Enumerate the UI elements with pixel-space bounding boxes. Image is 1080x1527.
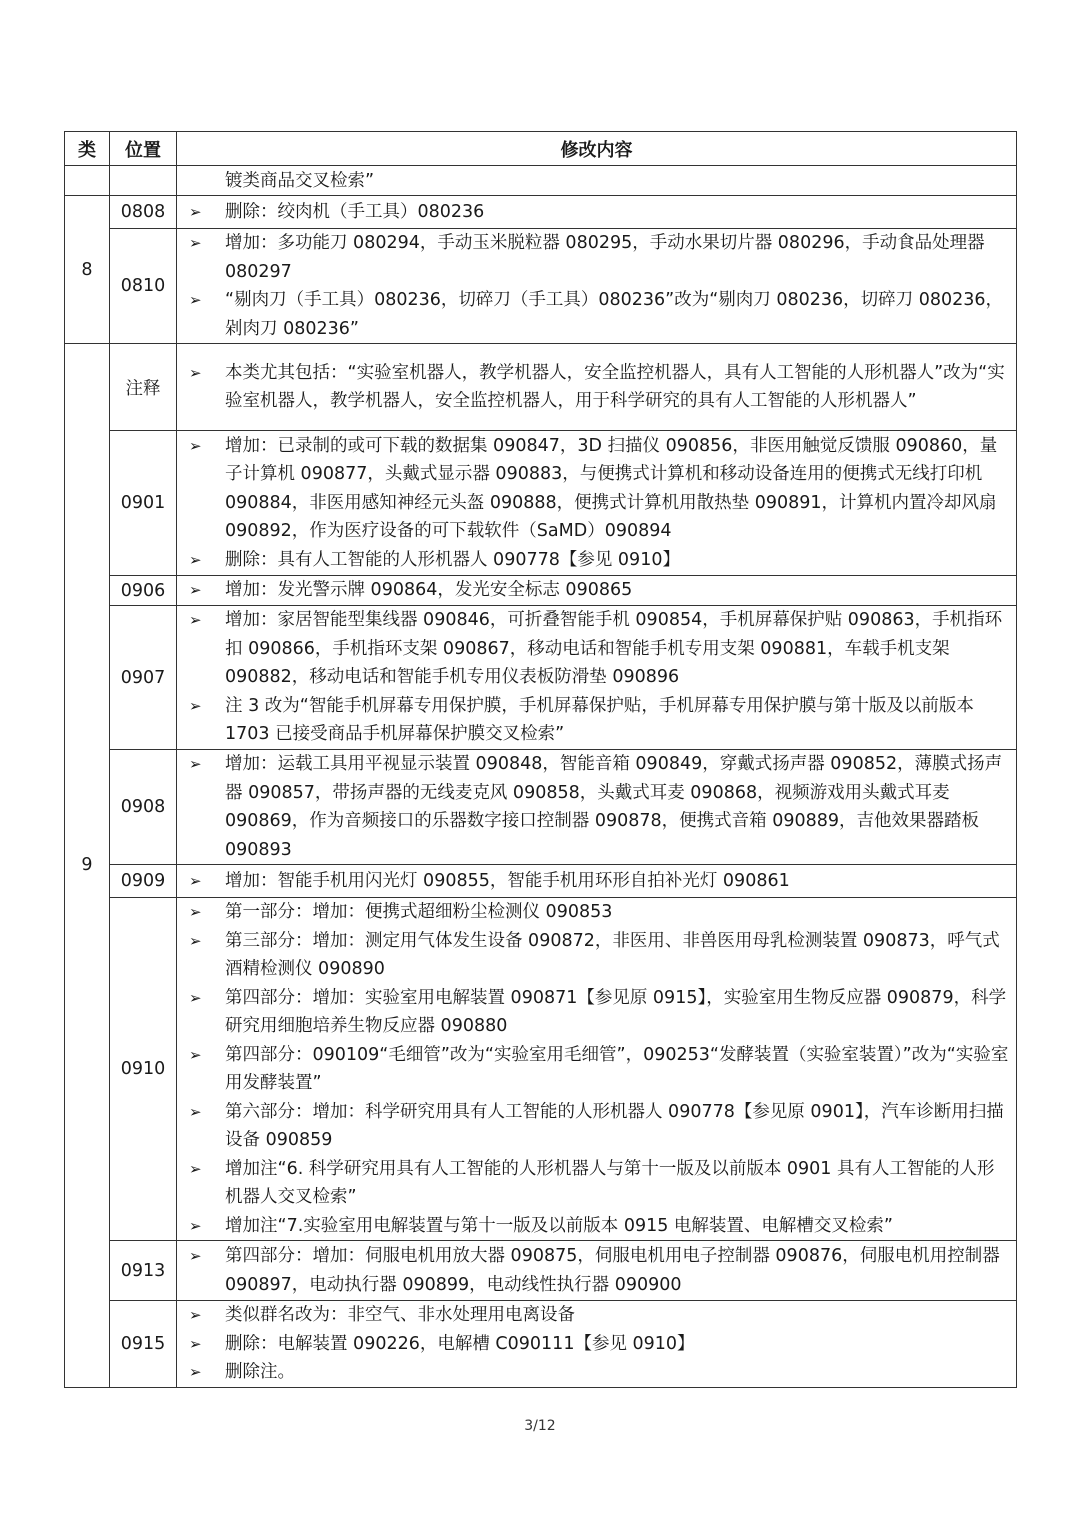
bullet-item	[187, 898, 1010, 927]
bullet-item	[187, 1098, 1010, 1155]
arrow-bullet-icon: ➢	[189, 1334, 202, 1353]
arrow-bullet-icon: ➢	[189, 581, 202, 600]
arrow-bullet-icon: ➢	[189, 1363, 202, 1381]
table-row	[65, 750, 1017, 865]
content-cell	[177, 344, 1017, 431]
arrow-bullet-icon: ➢	[189, 871, 202, 890]
bullet-item	[187, 229, 1010, 286]
content-cell	[177, 898, 1017, 1241]
bullet-text: 增加：家居智能型集线器 090846，可折叠智能手机 090854，手机屏幕保护贴 090863，手机指环扣 090866，手机指环支架 090867，移动电话和智能手机专用支架 090881，车载手机支架 090882，移动电话和智能手机专用仪表板防滑垫 090896	[225, 610, 1003, 688]
position-cell: 注释	[110, 344, 177, 431]
arrow-bullet-icon: ➢	[189, 931, 202, 950]
bullet-text: 注 3 改为“智能手机屏幕专用保护膜，手机屏幕保护贴，手机屏幕专用保护膜与第十版及以前版本 1703 已接受商品手机屏幕保护膜交叉检索”	[225, 695, 974, 745]
arrow-bullet-icon: ➢	[189, 550, 202, 569]
position-cell: 0913	[110, 1241, 177, 1301]
bullet-item	[187, 867, 1010, 896]
position-cell: 0907	[110, 606, 177, 750]
bullet-text: 本类尤其包括：“实验室机器人，教学机器人，安全监控机器人，具有人工智能的人形机器人”改为“实验室机器人，教学机器人，安全监控机器人，用于科学研究的具有人工智能的人形机器人”	[225, 362, 1005, 411]
bullet-item	[187, 546, 1010, 575]
continuation-text: 镀类商品交叉检索”	[225, 170, 375, 191]
bullet-item	[187, 750, 1010, 864]
arrow-bullet-icon: ➢	[189, 611, 202, 630]
arrow-bullet-icon: ➢	[189, 1102, 202, 1121]
bullet-text: 第四部分：增加：实验室用电解装置 090871【参见原 0915】，实验室用生物反应器 090879，科学研究用细胞培养生物反应器 090880	[225, 987, 1007, 1036]
bullet-item	[187, 1330, 1010, 1359]
table-row	[65, 576, 1017, 606]
bullet-text: 增加：已录制的或可下载的数据集 090847，3D 扫描仪 090856，非医用触觉反馈服 090860，量子计算机 090877，头戴式显示器 090883，与便携式计算机和移动设备连用的便携式无线打印机 090884，非医用感知神经元头盔 090888，便携式计算机用散热垫 090891，计算机内置冷却风扇 090892，作为医疗设备的可下载软件（SaMD）090894	[225, 435, 998, 542]
content-cell	[177, 1301, 1017, 1388]
bullet-item	[187, 1041, 1010, 1098]
bullet-item	[187, 1358, 1010, 1387]
bullet-text: 删除注。	[225, 1362, 295, 1382]
arrow-bullet-icon: ➢	[189, 1216, 202, 1235]
bullet-item	[187, 1242, 1010, 1299]
table-row	[65, 344, 1017, 431]
position-cell: 0908	[110, 750, 177, 865]
bullet-text: 第四部分：090109“毛细管”改为“实验室用毛细管”，090253“发酵装置（实验室装置）”改为“实验室用发酵装置”	[225, 1044, 1009, 1093]
arrow-bullet-icon: ➢	[189, 436, 202, 455]
arrow-bullet-icon: ➢	[189, 1045, 202, 1064]
arrow-bullet-icon: ➢	[189, 988, 202, 1007]
header-class: 类	[65, 132, 110, 166]
bullet-item	[187, 606, 1010, 692]
table-row	[65, 898, 1017, 1241]
page-number: 3/12	[524, 1418, 556, 1434]
bullet-text: “剔肉刀（手工具）080236，切碎刀（手工具）080236”改为“剔肉刀 080236，切碎刀 080236，剁肉刀 080236”	[225, 290, 1004, 339]
position-cell: 0901	[110, 431, 177, 576]
arrow-bullet-icon: ➢	[189, 363, 202, 382]
bullet-text: 删除：具有人工智能的人形机器人 090778【参见 0910】	[225, 549, 680, 570]
arrow-bullet-icon: ➢	[189, 1247, 202, 1265]
table-row	[65, 431, 1017, 576]
bullet-text: 增加：运载工具用平视显示装置 090848，智能音箱 090849，穿戴式扬声器 090852，薄膜式扬声器 090857，带扬声器的无线麦克风 090858，头戴式耳麦 090868，视频游戏用头戴式耳麦 090869，作为音频接口的乐器数字接口控制器 090878，便携式音箱 090889，吉他效果器踏板 090893	[225, 754, 1003, 860]
bullet-text: 增加注“6. 科学研究用具有人工智能的人形机器人与第十一版及以前版本 0901 具有人工智能的人形机器人交叉检索”	[225, 1158, 995, 1207]
bullet-text: 第四部分：增加：伺服电机用放大器 090875，伺服电机用电子控制器 090876，伺服电机用控制器 090897，电动执行器 090899，电动线性执行器 090900	[225, 1246, 1000, 1295]
bullet-item	[187, 1212, 1010, 1241]
position-cell: 0909	[110, 865, 177, 898]
arrow-bullet-icon: ➢	[189, 291, 202, 309]
arrow-bullet-icon: ➢	[189, 903, 202, 921]
header-content: 修改内容	[177, 132, 1017, 166]
table-row	[65, 1301, 1017, 1388]
bullet-text: 增加：多功能刀 080294，手动玉米脱粒器 080295，手动水果切片器 080296，手动食品处理器 080297	[225, 233, 985, 282]
position-cell: 0906	[110, 576, 177, 606]
bullet-text: 第三部分：增加：测定用气体发生设备 090872，非医用、非兽医用母乳检测装置 090873，呼气式酒精检测仪 090890	[225, 930, 1000, 979]
content-cell	[177, 196, 1017, 229]
position-cell: 0808	[110, 196, 177, 229]
bullet-text: 增加：智能手机用闪光灯 090855，智能手机用环形自拍补光灯 090861	[225, 870, 790, 891]
position-cell	[110, 166, 177, 196]
content-cell	[177, 606, 1017, 750]
table-row	[65, 606, 1017, 750]
content-cell	[177, 865, 1017, 898]
content-cell	[177, 431, 1017, 576]
table-row	[65, 229, 1017, 344]
class-cell: 9	[65, 344, 110, 1388]
content-cell	[177, 1241, 1017, 1301]
arrow-bullet-icon: ➢	[189, 1159, 202, 1178]
arrow-bullet-icon: ➢	[189, 202, 202, 221]
table-row	[65, 865, 1017, 898]
bullet-item	[187, 286, 1010, 343]
content-cell	[177, 166, 1017, 196]
content-cell	[177, 229, 1017, 344]
bullet-item	[187, 1301, 1010, 1330]
bullet-item	[187, 576, 1010, 605]
bullet-text: 第一部分：增加：便携式超细粉尘检测仪 090853	[225, 902, 613, 922]
content-cell	[177, 576, 1017, 606]
table-row	[65, 166, 1017, 196]
bullet-item	[187, 927, 1010, 984]
table-row	[65, 196, 1017, 229]
bullet-text: 类似群名改为：非空气、非水处理用电离设备	[225, 1305, 575, 1325]
arrow-bullet-icon: ➢	[189, 696, 202, 715]
class-cell	[65, 166, 110, 196]
bullet-item	[187, 359, 1010, 416]
position-cell: 0915	[110, 1301, 177, 1388]
bullet-item	[187, 198, 1010, 227]
bullet-item	[187, 692, 1010, 749]
arrow-bullet-icon: ➢	[189, 1306, 202, 1324]
arrow-bullet-icon: ➢	[189, 755, 202, 773]
class-cell: 8	[65, 196, 110, 344]
arrow-bullet-icon: ➢	[189, 234, 202, 252]
bullet-text: 第六部分：增加：科学研究用具有人工智能的人形机器人 090778【参见原 0901】，汽车诊断用扫描设备 090859	[225, 1101, 1004, 1150]
revision-table	[64, 131, 1017, 1388]
position-cell: 0810	[110, 229, 177, 344]
bullet-text: 删除：绞肉机（手工具）080236	[225, 201, 485, 222]
table-row	[65, 1241, 1017, 1301]
bullet-item	[187, 1155, 1010, 1212]
bullet-text: 删除：电解装置 090226，电解槽 C090111【参见 0910】	[225, 1333, 695, 1354]
table-header-row	[65, 132, 1017, 166]
bullet-item	[187, 432, 1010, 546]
content-cell	[177, 750, 1017, 865]
header-position: 位置	[110, 132, 177, 166]
bullet-item	[187, 984, 1010, 1041]
bullet-text: 增加注“7.实验室用电解装置与第十一版及以前版本 0915 电解装置、电解槽交叉检索”	[225, 1215, 893, 1236]
position-cell: 0910	[110, 898, 177, 1241]
bullet-text: 增加：发光警示牌 090864，发光安全标志 090865	[225, 580, 633, 601]
